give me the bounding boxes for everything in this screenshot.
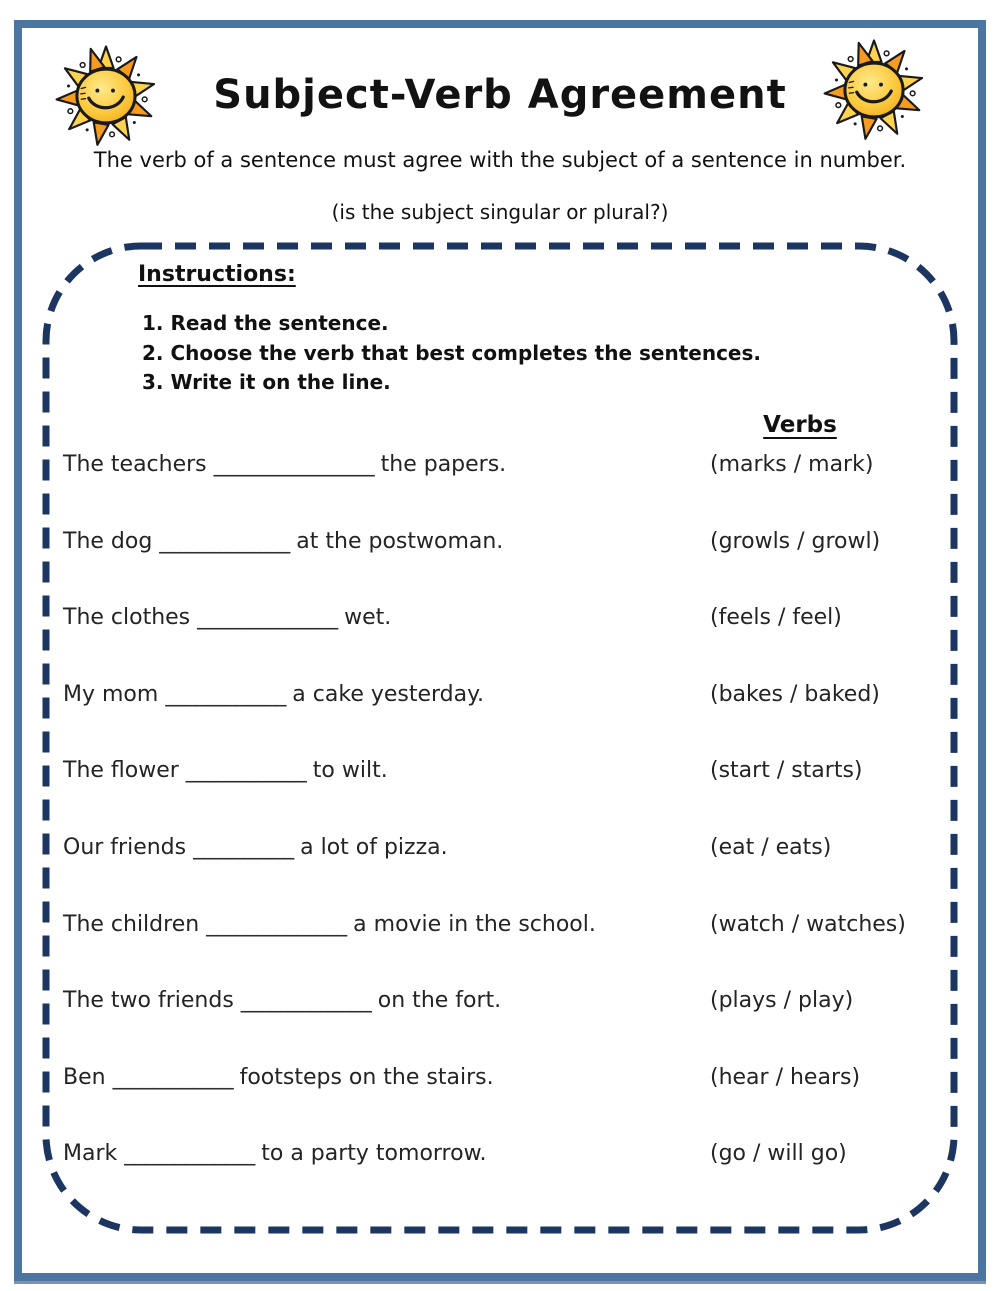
sentence-pre: The dog [63,528,160,554]
verb-options: (hear / hears) [710,1064,861,1090]
exercise-row-4 [63,682,953,759]
instruction-step-2: 2. Choose the verb that best completes the sentences. [142,340,761,365]
sentence-post: to wilt. [305,758,388,784]
sentence-post: to a party tomorrow. [254,1141,487,1167]
verb-options: (go / will go) [710,1141,847,1167]
answer-blank[interactable]: __________ [193,834,294,860]
exercise-row-9 [63,1065,953,1142]
sentence-post: the papers. [373,452,507,477]
sentence [63,1065,494,1090]
exercise-row-5 [63,758,953,835]
answer-blank[interactable]: _____________ [124,1141,255,1167]
answer-blank[interactable]: ____________ [185,758,306,784]
instruction-step-1: 1. Read the sentence. [142,311,389,335]
sentence-pre: The flower [63,758,186,784]
exercise-row-1 [63,452,953,529]
exercise-row-7 [63,912,953,989]
sentence-post: a lot of pizza. [293,834,448,860]
instruction-step-3: 3. Write it on the line. [142,370,391,394]
answer-blank[interactable]: ____________ [165,681,286,707]
sentence [63,988,501,1013]
sentence [63,835,448,860]
verbs-heading-label: Verbs [763,412,837,438]
exercise-row-3 [63,605,953,682]
sentence-post: at the postwoman. [289,528,504,554]
answer-blank[interactable]: ____________ [112,1064,233,1090]
answer-blank[interactable]: ________________ [213,452,374,477]
sentence-pre: The children [63,911,207,937]
sentence-pre: Mark [63,1141,125,1167]
verbs-column-heading [700,412,900,438]
sentence-post: a cake yesterday. [285,681,484,707]
verb-options: (growls / growl) [710,528,881,554]
sentence [63,912,596,937]
verb-options: (eat / eats) [710,834,832,860]
sentence-post: a movie in the school. [346,911,596,937]
sentence [63,605,391,630]
exercise-row-2 [63,529,953,606]
sentence-post: footsteps on the stairs. [232,1064,494,1090]
page-title: Subject-Verb Agreement [213,72,787,118]
verb-options: (marks / mark) [710,452,874,477]
verb-options: (start / starts) [710,758,863,784]
exercise-row-10 [63,1141,953,1218]
instructions-block [138,262,838,398]
answer-blank[interactable]: _____________ [159,528,290,554]
sentence-pre: Ben [63,1064,113,1090]
rule-statement: The verb of a sentence must agree with the subject of a sentence in number. [93,148,907,172]
sentence-pre: The two friends [63,988,241,1014]
sentence-post: on the fort. [370,988,502,1014]
instructions-heading: Instructions: [138,262,296,287]
answer-blank[interactable]: _____________ [240,988,371,1014]
sentence [63,682,484,707]
sentence [63,1141,487,1166]
hint-text: (is the subject singular or plural?) [331,200,669,224]
verb-options: (watch / watches) [710,911,906,937]
sentence-pre: Our friends [63,834,194,860]
answer-blank[interactable]: ______________ [197,605,338,631]
sentence-pre: My mom [63,681,166,707]
verb-options: (feels / feel) [710,605,842,631]
verb-options: (plays / play) [710,988,854,1014]
exercise-list [63,452,953,1218]
sentence [63,452,506,477]
sentence [63,758,388,783]
verb-options: (bakes / baked) [710,681,880,707]
sentence-pre: The teachers [63,452,214,477]
answer-blank[interactable]: ______________ [206,911,347,937]
sentence-post: wet. [337,605,392,631]
sentence-pre: The clothes [63,605,198,631]
sentence [63,529,503,554]
exercise-row-8 [63,988,953,1065]
exercise-row-6 [63,835,953,912]
